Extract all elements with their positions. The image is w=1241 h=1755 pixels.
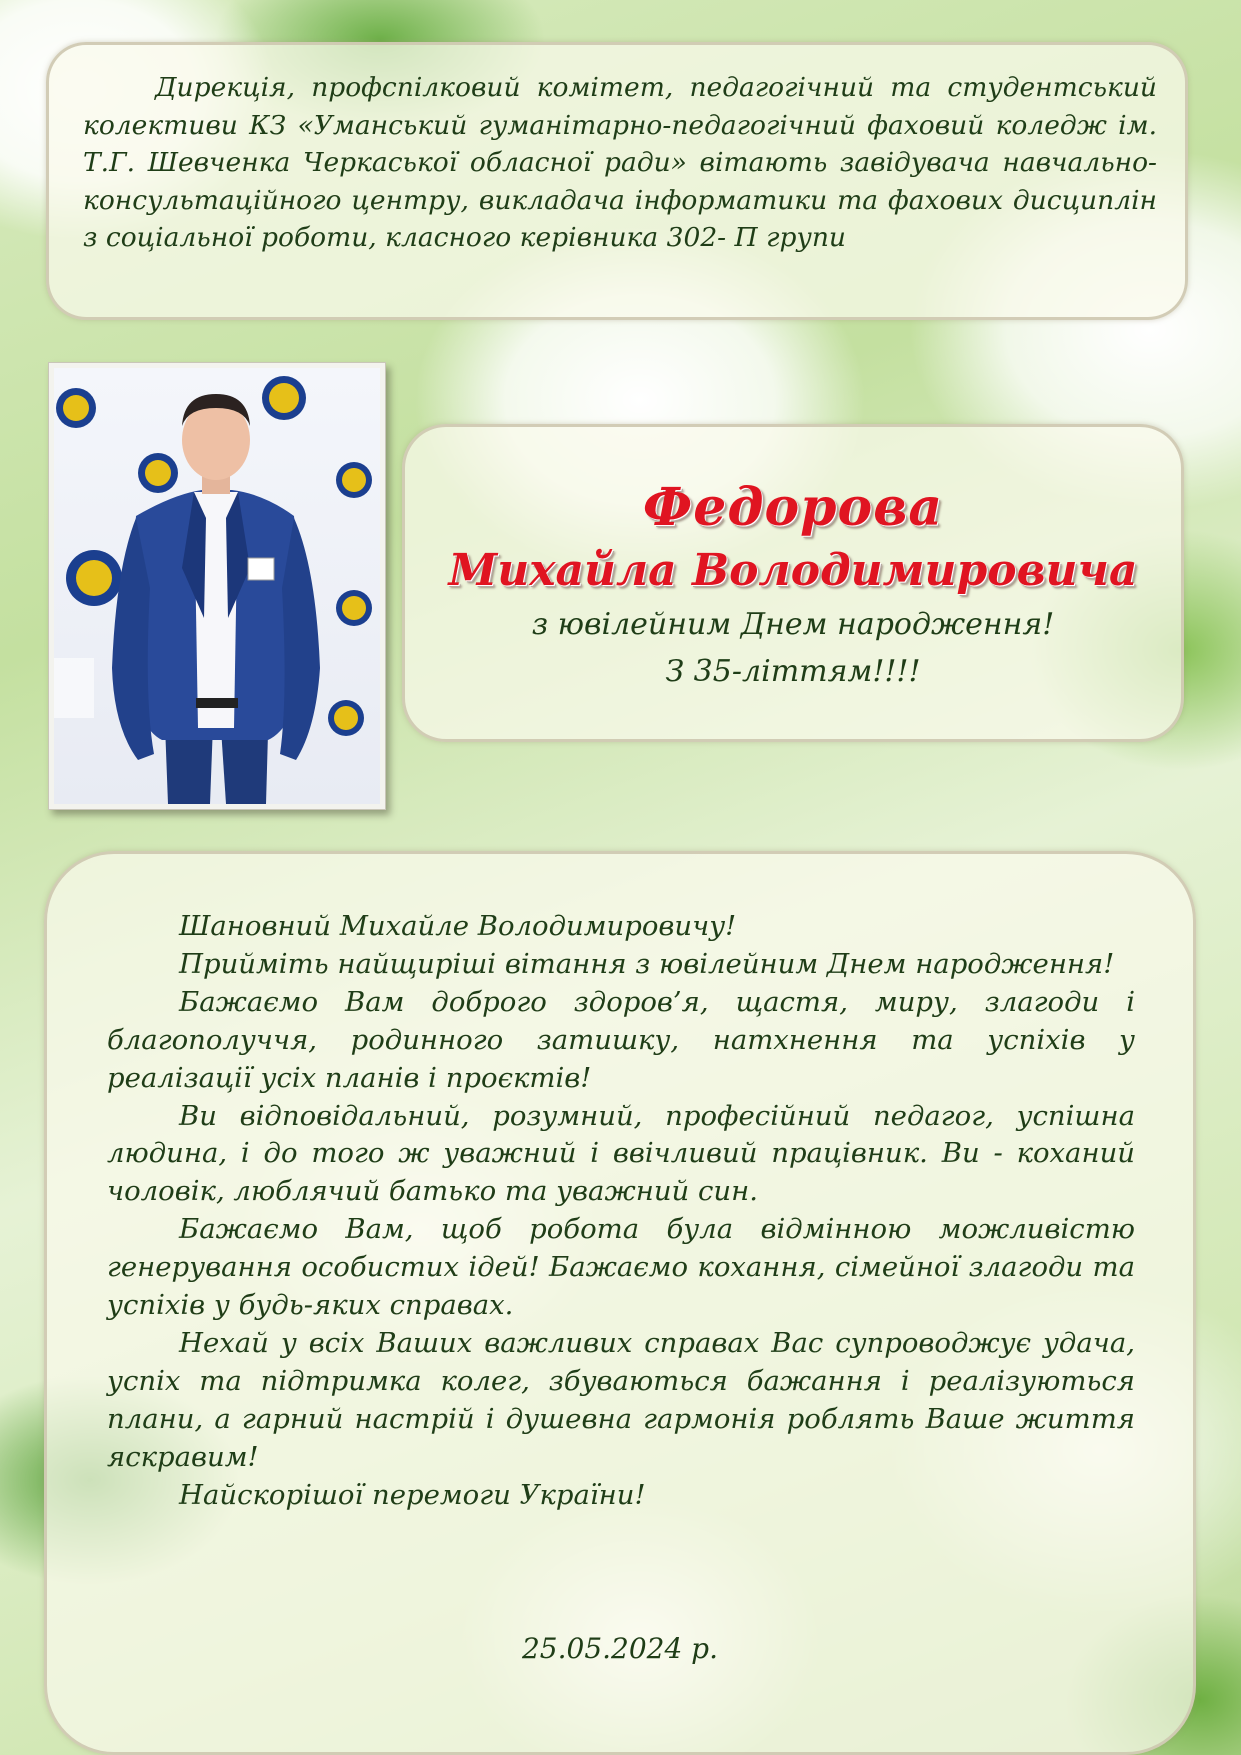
- letter-date: 25.05.2024 р.: [521, 1632, 719, 1665]
- letter-body: [107, 908, 1135, 1515]
- letter-paragraph: Нехай у всіх Ваших важливих справах Вас супроводжує удача, успіх та підтримка колег, збуваються бажання і реалізуються плани, а гарний настрій і душевна гармонія роблять Ваше життя яскравим!: [107, 1326, 1135, 1473]
- letter-panel: [44, 851, 1196, 1755]
- portrait-illustration: [54, 368, 380, 804]
- honoree-surname: Федорова: [642, 477, 944, 538]
- letter-salutation: Шановний Михайле Володимировичу!: [179, 910, 737, 942]
- portrait-photo: [54, 368, 380, 804]
- intro-panel: [46, 42, 1188, 320]
- letter-paragraph: Бажаємо Вам доброго здоров’я, щастя, миру, злагоди і благополуччя, родинного затишку, натхнення та успіхів у реалізації усіх планів і проєктів!: [107, 985, 1135, 1094]
- letter-paragraph: Прийміть найщиріші вітання з ювілейним Днем народження!: [179, 947, 1115, 980]
- letter-paragraph: Бажаємо Вам, щоб робота була відмінною можливістю генерування особистих ідей! Бажаємо кохання, сімейної злагоди та успіхів у будь-яких справах.: [107, 1213, 1135, 1322]
- honoree-given-names: Михайла Володимировича: [448, 545, 1138, 596]
- letter-closing: Найскорішої перемоги України!: [179, 1478, 646, 1511]
- greeting-line-1: з ювілейним Днем народження!: [531, 607, 1055, 642]
- greeting-line-2: З 35-літтям!!!!: [665, 654, 921, 689]
- intro-text: Дирекція, профспілковий комітет, педагогічний та студентський колективи КЗ «Уманський гуманітарно-педагогічний фаховий коледж ім. Т.Г. Шевченка Черкаської обласної ради» вітають завідувача навчально-консультаційного центру, викладача інформатики та фахових дисциплін з соціальної роботи, класного керівника 302- П групи: [83, 72, 1157, 253]
- portrait-photo-frame: [48, 362, 386, 810]
- name-panel: [402, 424, 1184, 742]
- letter-paragraph: Ви відповідальний, розумний, професійний педагог, успішна людина, і до того ж уважний і ввічливий працівник. Ви - коханий чоловік, люблячий батько та уважний син.: [107, 1099, 1135, 1208]
